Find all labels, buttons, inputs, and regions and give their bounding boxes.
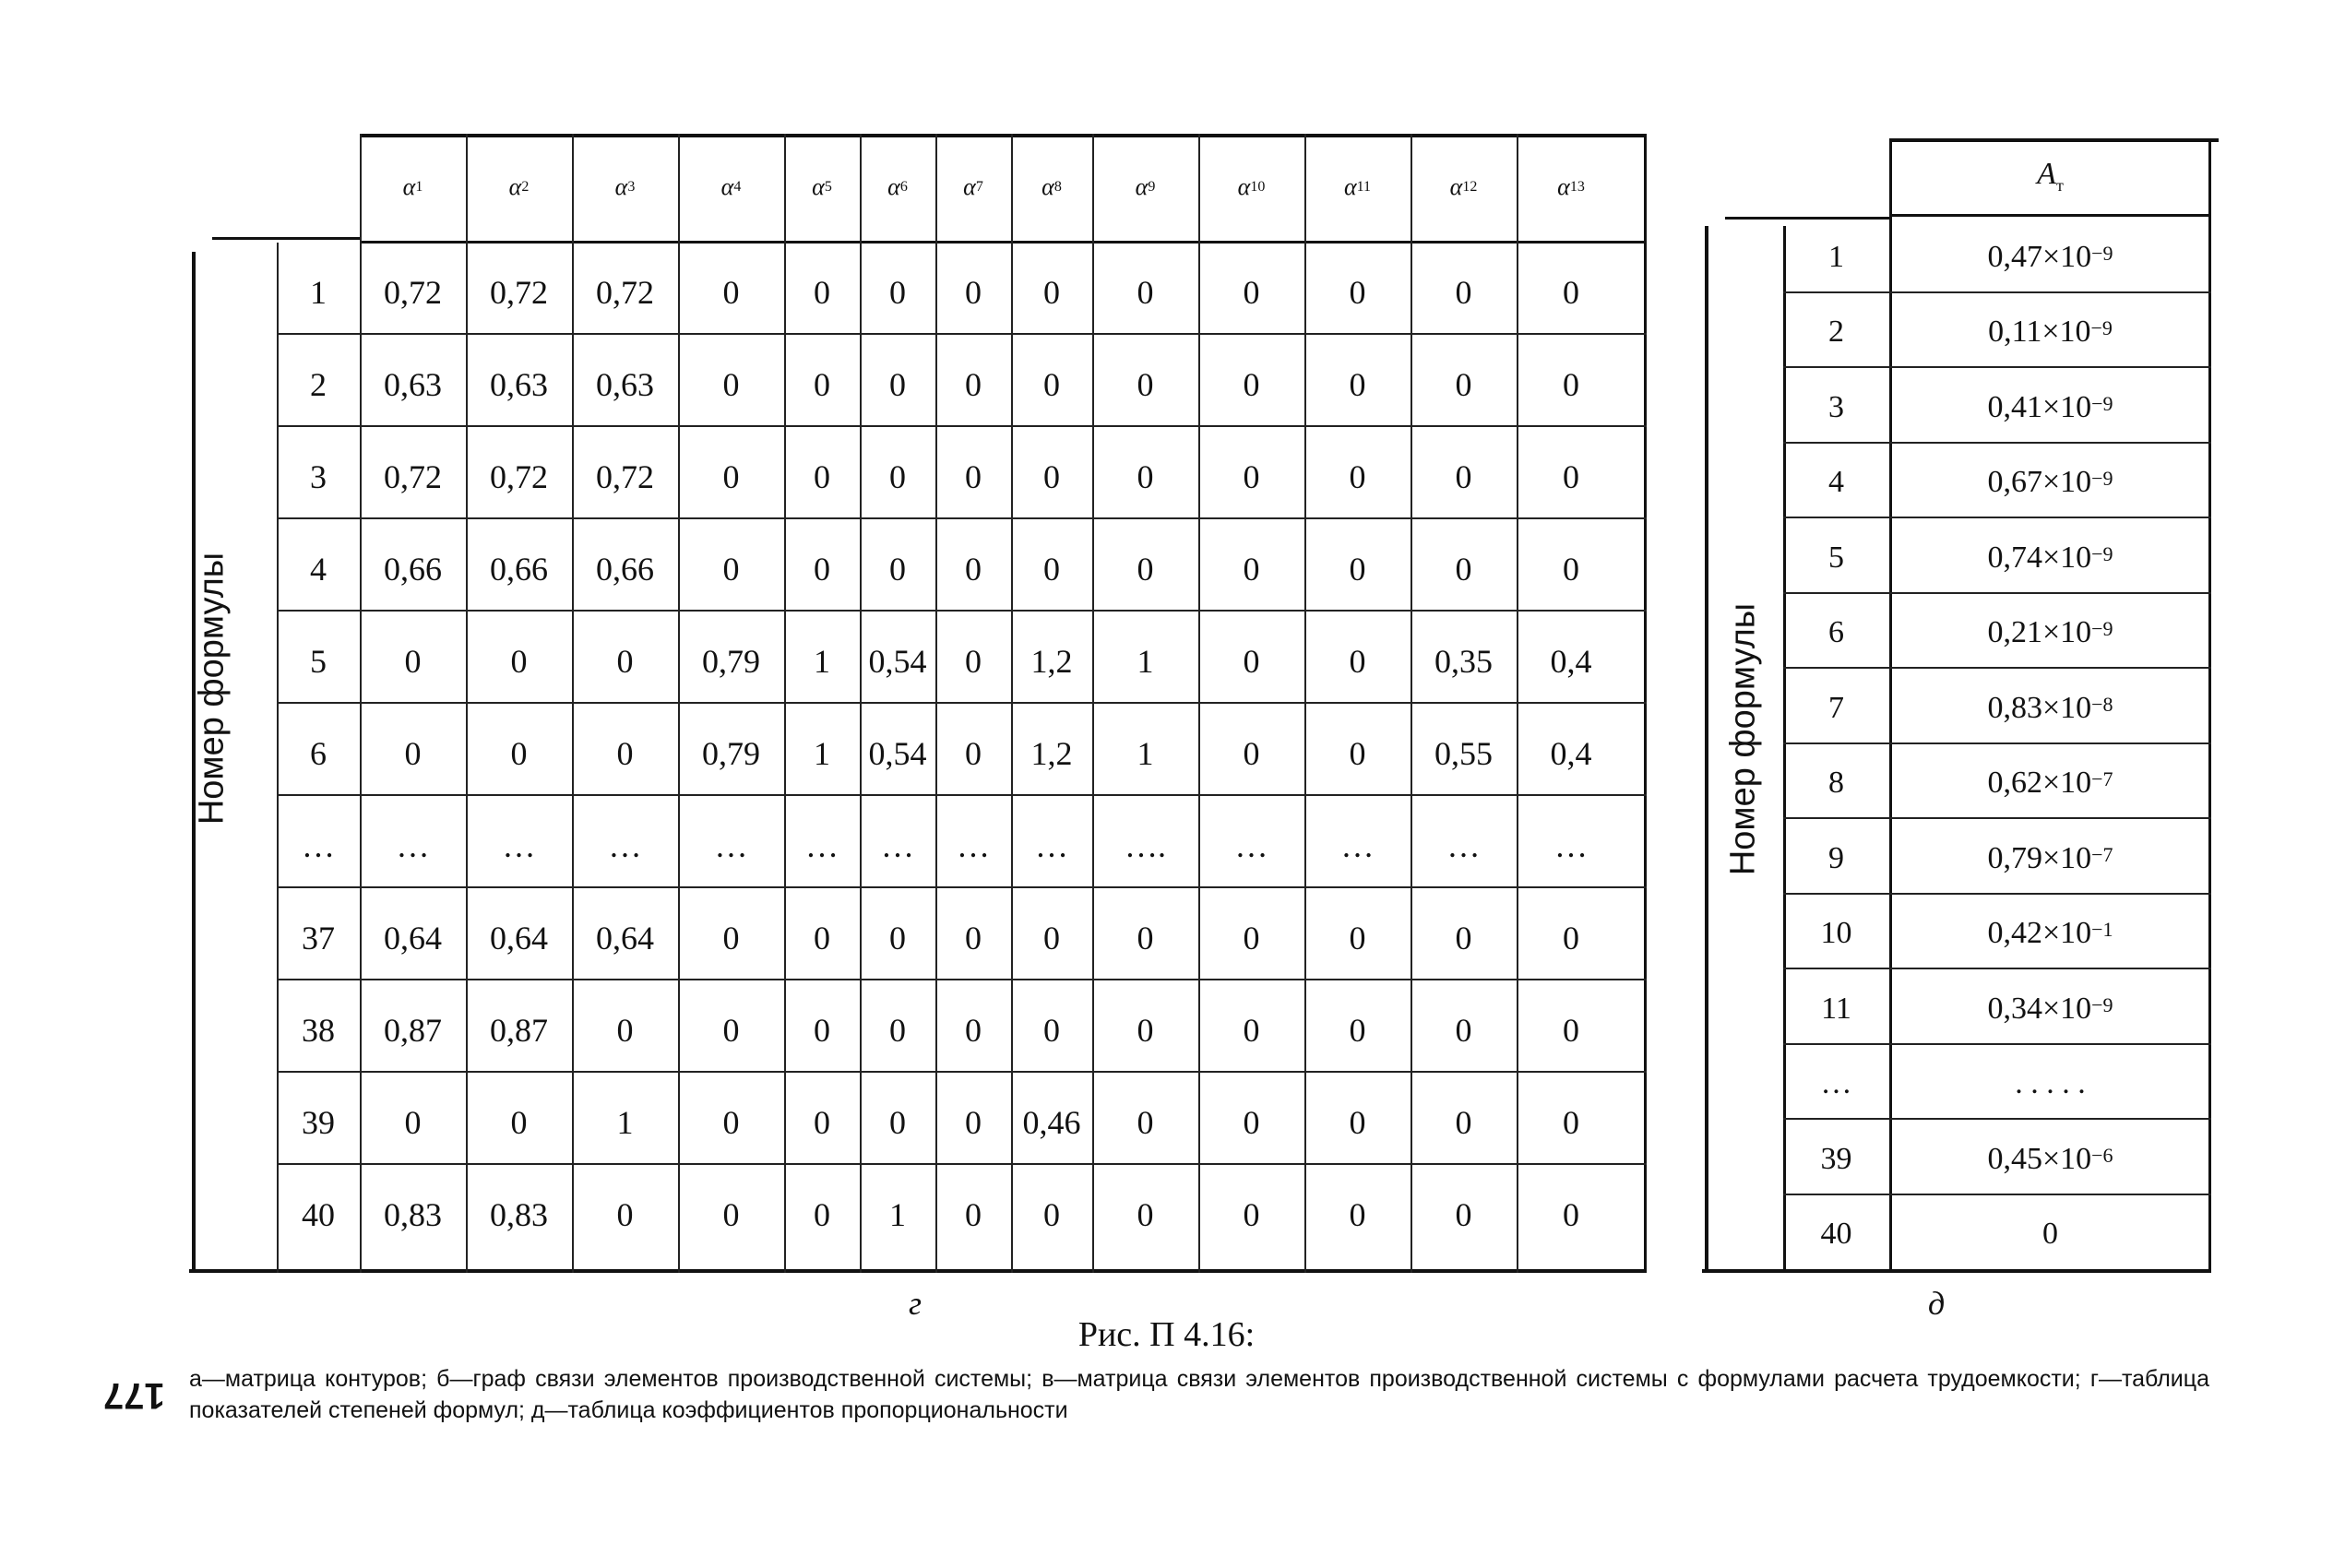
table-cell: 0,72 — [490, 458, 548, 495]
column-header — [1092, 134, 1198, 241]
table-cell: … — [957, 827, 990, 864]
table-cell: 0 — [1243, 551, 1260, 588]
row-rule — [1783, 1118, 2211, 1120]
column-header-at — [1889, 138, 2211, 214]
table-cell: 0,72 — [596, 458, 654, 495]
table-cell: … — [502, 827, 536, 864]
alpha-symbol: α — [614, 173, 628, 200]
column-header — [1198, 134, 1304, 241]
table-cell: 0 — [1137, 1012, 1154, 1049]
table-cell: 0 — [1137, 458, 1154, 495]
row-label: 5 — [1828, 540, 1844, 575]
row-axis-label: Номер формулы — [192, 552, 232, 826]
table-cell: 0 — [722, 1196, 740, 1233]
table-cell: 0 — [722, 1012, 740, 1049]
table-cell: 0,55 — [1434, 735, 1493, 772]
row-rule — [1783, 893, 2211, 895]
coefficient-exponent: −9 — [2091, 391, 2113, 415]
alpha-symbol: α — [812, 173, 825, 200]
alpha-symbol: α — [963, 173, 976, 200]
alpha-index: 6 — [899, 179, 908, 195]
table-cell: 0,64 — [596, 920, 654, 956]
table-cell: 0,83 — [490, 1196, 548, 1233]
table-cell: 0 — [1349, 1104, 1366, 1141]
table-cell: 0 — [1349, 735, 1366, 772]
table-cell: 1 — [616, 1104, 634, 1141]
row-rule — [1783, 291, 2211, 293]
table-cell: 0 — [1455, 458, 1472, 495]
table-cell: … — [1234, 827, 1268, 864]
coefficient-value — [1889, 971, 2211, 1047]
coefficient-exponent: −1 — [2091, 918, 2113, 942]
header-rule — [360, 241, 1647, 244]
header-rule — [1889, 214, 2211, 217]
table-cell: 0 — [1243, 274, 1260, 311]
alpha-index: 10 — [1250, 179, 1266, 195]
coefficient-mantissa: 0,67×10 — [1987, 465, 2092, 500]
alpha-index: 12 — [1462, 179, 1478, 195]
coefficient-exponent: −9 — [2091, 541, 2113, 565]
table-cell: 0 — [1137, 1196, 1154, 1233]
column-header — [784, 134, 860, 241]
coefficient-exponent: −9 — [2091, 467, 2113, 491]
row-rule — [277, 702, 1647, 704]
table-cell: 0,72 — [384, 274, 442, 311]
row-label: 7 — [1828, 690, 1844, 725]
coefficient-exponent: −9 — [2090, 316, 2113, 340]
table-cell: 0,66 — [490, 551, 548, 588]
table-cell: 0,72 — [490, 274, 548, 311]
alpha-index: 11 — [1356, 179, 1372, 195]
table-cell: 0 — [965, 551, 982, 588]
table-cell: 0 — [965, 920, 982, 956]
table-cell: 0 — [1563, 1012, 1579, 1049]
coefficient-value — [1889, 1122, 2211, 1197]
table-cell: 0 — [1243, 1196, 1260, 1233]
table-cell: 0 — [510, 643, 528, 680]
alpha-index: 8 — [1053, 179, 1062, 195]
table-cell: 0 — [616, 735, 634, 772]
column-header — [360, 134, 466, 241]
row-rule — [277, 517, 1647, 519]
table-cell: 0 — [1349, 551, 1366, 588]
table-cell: 0,35 — [1434, 643, 1493, 680]
header-subscript: т — [2055, 175, 2064, 195]
row-label: 38 — [302, 1012, 335, 1049]
table-cell: 0 — [889, 366, 906, 403]
row-label: 2 — [310, 366, 327, 403]
coefficient-mantissa: 0,11×10 — [1988, 315, 2091, 350]
row-label: 4 — [1828, 465, 1844, 500]
table-cell: 0 — [965, 1196, 982, 1233]
table-cell: 0 — [1455, 551, 1472, 588]
row-rule — [1783, 592, 2211, 594]
row-rule — [1783, 817, 2211, 819]
table-cell: 1 — [889, 1196, 906, 1233]
header-text — [2037, 157, 2064, 196]
table-cell: 0 — [1137, 1104, 1154, 1141]
table-cell: … — [1554, 827, 1588, 864]
row-label: 3 — [1828, 389, 1844, 424]
table-cell: … — [1446, 827, 1481, 864]
table-cell: … — [714, 827, 748, 864]
row-label: 11 — [1821, 991, 1851, 1026]
table-cell: … — [1340, 827, 1375, 864]
coefficient-mantissa: 0,62×10 — [1987, 766, 2092, 801]
alpha-symbol: α — [402, 173, 416, 200]
table-cell: 1 — [1137, 735, 1154, 772]
table-cell: 1 — [1137, 643, 1154, 680]
row-label: 39 — [1820, 1141, 1852, 1176]
coefficient-exponent: −9 — [2091, 241, 2113, 265]
table-cell: 0 — [1243, 643, 1260, 680]
table-cell: 0 — [404, 735, 422, 772]
row-rule — [1783, 1194, 2211, 1195]
column-header — [1411, 134, 1517, 241]
alpha-index: 9 — [1148, 179, 1156, 195]
alpha-symbol: α — [1135, 173, 1149, 200]
table-cell: 1 — [814, 643, 830, 680]
table-cell: … — [396, 827, 430, 864]
row-label: 40 — [302, 1196, 335, 1233]
column-header — [1011, 134, 1092, 241]
alpha-symbol: α — [887, 173, 900, 200]
coefficient-value — [1889, 671, 2211, 746]
table-cell: 0 — [1455, 1012, 1472, 1049]
table-cell: 0 — [814, 274, 830, 311]
page-number: 177 — [103, 1375, 165, 1416]
coefficient-value — [1889, 445, 2211, 521]
table-cell: 0 — [1243, 1104, 1260, 1141]
table-cell: 0,63 — [490, 366, 548, 403]
table-cell: 0,46 — [1022, 1104, 1081, 1141]
row-label: 6 — [1828, 615, 1844, 650]
row-rule — [277, 979, 1647, 980]
alpha-index: 7 — [975, 179, 983, 195]
table-cell: 0,83 — [384, 1196, 442, 1233]
coefficient-mantissa: 0,42×10 — [1987, 916, 2092, 951]
table-cell: 0 — [510, 1104, 528, 1141]
table-cell: 0 — [965, 1104, 982, 1141]
row-rule — [277, 1163, 1647, 1165]
table-cell: 0,63 — [596, 366, 654, 403]
alpha-symbol: α — [1042, 173, 1054, 200]
coefficient-value — [1889, 821, 2211, 897]
column-header — [935, 134, 1011, 241]
row-rule — [277, 1071, 1647, 1073]
coefficient-value — [1889, 897, 2211, 972]
row-label: … — [1820, 1066, 1852, 1101]
table-cell: 0 — [814, 458, 830, 495]
table-cell: 0,64 — [490, 920, 548, 956]
table-cell: 0 — [814, 920, 830, 956]
table-cell: 0 — [889, 458, 906, 495]
table-cell: 0 — [1243, 1012, 1260, 1049]
table-cell: 0 — [1563, 551, 1579, 588]
table-bottom-rule — [189, 1269, 1647, 1273]
coefficient-mantissa: 0,45×10 — [1987, 1141, 2092, 1176]
coefficient-value — [1889, 596, 2211, 671]
coefficient-exponent: −8 — [2091, 692, 2113, 716]
table-cell: 0 — [814, 1012, 830, 1049]
alpha-index: 2 — [521, 179, 530, 195]
coefficient-mantissa: 0,21×10 — [1987, 615, 2092, 650]
row-label: 6 — [310, 735, 327, 772]
table-cell: 0 — [965, 643, 982, 680]
row-rule — [1783, 742, 2211, 744]
coefficient-mantissa: . . . . . — [2015, 1066, 2086, 1101]
alpha-symbol: α — [508, 173, 522, 200]
column-header — [1304, 134, 1411, 241]
table-cell: 0 — [889, 274, 906, 311]
panel-letter-d: д — [1928, 1285, 1946, 1322]
table-cell: 0,4 — [1550, 735, 1592, 772]
coefficient-table — [1702, 138, 2219, 1273]
table-cell: … — [805, 827, 839, 864]
table-cell: 0 — [1563, 920, 1579, 956]
coefficient-value — [1889, 1197, 2211, 1273]
alpha-symbol: α — [1557, 173, 1570, 200]
row-rule — [1783, 366, 2211, 368]
coefficient-mantissa: 0,41×10 — [1987, 389, 2092, 424]
header-symbol: A — [2037, 157, 2056, 192]
exponent-table — [189, 134, 1647, 1273]
table-cell: 0 — [616, 1012, 634, 1049]
table-cell: 0 — [722, 458, 740, 495]
row-rule — [1783, 442, 2211, 444]
table-cell: 0,4 — [1550, 643, 1592, 680]
table-cell: … — [1035, 827, 1068, 864]
table-cell: 0 — [965, 735, 982, 772]
table-cell: 0 — [814, 1196, 830, 1233]
row-label: 1 — [1828, 239, 1844, 274]
table-cell: 0,54 — [868, 643, 927, 680]
table-cell: … — [608, 827, 642, 864]
column-header — [466, 134, 572, 241]
table-cell: 0 — [1563, 274, 1579, 311]
coefficient-value — [1889, 295, 2211, 371]
table-cell: 0 — [1455, 1196, 1472, 1233]
table-cell: 0 — [1137, 920, 1154, 956]
table-cell: 0 — [814, 366, 830, 403]
alpha-index: 1 — [415, 179, 423, 195]
table-cell: 0 — [1455, 366, 1472, 403]
coefficient-mantissa: 0 — [2042, 1217, 2058, 1252]
table-cell: 0 — [1563, 366, 1579, 403]
table-cell: 0 — [814, 1104, 830, 1141]
coefficient-value — [1889, 220, 2211, 295]
table-cell: 0 — [616, 643, 634, 680]
row-label: 9 — [1828, 840, 1844, 875]
table-cell: 0 — [1349, 366, 1366, 403]
table-cell: 0 — [510, 735, 528, 772]
table-cell: 0 — [1043, 366, 1060, 403]
coefficient-mantissa: 0,83×10 — [1987, 690, 2092, 725]
table-cell: 0 — [889, 551, 906, 588]
row-rule — [277, 333, 1647, 335]
row-label: … — [302, 827, 335, 864]
table-cell: 0 — [1349, 458, 1366, 495]
table-cell: 1,2 — [1030, 735, 1073, 772]
stub-header-rule — [212, 237, 360, 240]
table-cell: 0,54 — [868, 735, 927, 772]
table-cell: 0 — [889, 1104, 906, 1141]
row-rule — [1783, 667, 2211, 669]
coefficient-exponent: −9 — [2091, 617, 2113, 641]
coefficient-exponent: −6 — [2091, 1143, 2113, 1167]
table-cell: 0 — [1349, 1196, 1366, 1233]
row-label: 5 — [310, 643, 327, 680]
alpha-symbol: α — [1343, 173, 1357, 200]
table-cell: 0 — [1563, 1196, 1579, 1233]
table-cell: 0,64 — [384, 920, 442, 956]
table-cell: 0 — [1043, 1196, 1060, 1233]
table-cell: 0,66 — [596, 551, 654, 588]
alpha-symbol: α — [1237, 173, 1251, 200]
table-cell: 0 — [1455, 274, 1472, 311]
table-cell: 0 — [1349, 920, 1366, 956]
table-cell: 0 — [814, 551, 830, 588]
coefficient-value — [1889, 1047, 2211, 1123]
table-cell: 1 — [814, 735, 830, 772]
table-cell: …. — [1125, 827, 1166, 864]
coefficient-mantissa: 0,74×10 — [1987, 540, 2092, 575]
table-cell: 0 — [1349, 274, 1366, 311]
row-label: 37 — [302, 920, 335, 956]
row-label: 3 — [310, 458, 327, 495]
coefficient-mantissa: 0,47×10 — [1987, 239, 2092, 274]
row-label: 40 — [1820, 1217, 1852, 1252]
table-cell: 0 — [1043, 274, 1060, 311]
table-left-border — [1705, 226, 1708, 1273]
table-cell: 0 — [1137, 274, 1154, 311]
table-cell: 0 — [1349, 643, 1366, 680]
column-header — [678, 134, 784, 241]
row-label: 8 — [1828, 766, 1844, 801]
table-cell: 0 — [965, 1012, 982, 1049]
coefficient-exponent: −7 — [2091, 767, 2113, 791]
table-cell: 0 — [889, 1012, 906, 1049]
table-cell: 0 — [1563, 458, 1579, 495]
column-header — [1517, 134, 1625, 241]
table-cell: … — [881, 827, 914, 864]
table-cell: 0 — [722, 274, 740, 311]
row-axis-label: Номер формулы — [1723, 602, 1763, 876]
table-cell: 0 — [1043, 1012, 1060, 1049]
row-label: 4 — [310, 551, 327, 588]
alpha-index: 3 — [627, 179, 636, 195]
row-label: 2 — [1828, 315, 1844, 350]
table-cell: 0 — [722, 920, 740, 956]
row-rule — [277, 425, 1647, 427]
table-cell: 0 — [722, 1104, 740, 1141]
table-cell: 0,79 — [702, 735, 760, 772]
table-cell: 0 — [1349, 1012, 1366, 1049]
table-cell: 0 — [1043, 458, 1060, 495]
table-cell: 0,87 — [384, 1012, 442, 1049]
table-cell: 0,72 — [384, 458, 442, 495]
table-cell: 0 — [965, 274, 982, 311]
figure-title: Рис. П 4.16: — [1077, 1315, 1256, 1354]
table-cell: 0 — [1455, 1104, 1472, 1141]
figure-caption: а—матрица контуров; б—граф связи элементов производственной системы; в—матрица связи элементов производственной системы с формулами расчета трудоемкости; г—таблица показателей степеней формул; д—таблица коэффициентов пропорциональности — [189, 1366, 2209, 1423]
table-cell: 0,87 — [490, 1012, 548, 1049]
row-rule — [277, 610, 1647, 612]
row-rule — [1783, 968, 2211, 969]
row-label: 10 — [1820, 916, 1852, 951]
table-cell: 0 — [722, 366, 740, 403]
coefficient-exponent: −9 — [2091, 992, 2113, 1016]
table-cell: 0 — [1455, 920, 1472, 956]
alpha-symbol: α — [720, 173, 734, 200]
table-cell: 0 — [616, 1196, 634, 1233]
table-cell: 0 — [1137, 551, 1154, 588]
table-cell: 0 — [889, 920, 906, 956]
table-cell: 0,72 — [596, 274, 654, 311]
table-cell: 0 — [1137, 366, 1154, 403]
table-cell: 0 — [1563, 1104, 1579, 1141]
row-label: 39 — [302, 1104, 335, 1141]
alpha-index: 5 — [824, 179, 832, 195]
alpha-index: 4 — [733, 179, 742, 195]
table-cell: 0 — [404, 643, 422, 680]
table-cell: 0 — [1043, 551, 1060, 588]
coefficient-value — [1889, 746, 2211, 822]
column-header — [860, 134, 935, 241]
table-cell: 0 — [1243, 735, 1260, 772]
alpha-index: 13 — [1569, 179, 1585, 195]
table-cell: 0 — [1243, 366, 1260, 403]
row-label: 1 — [310, 274, 327, 311]
table-cell: 0 — [1243, 920, 1260, 956]
row-rule — [277, 886, 1647, 888]
table-cell: 0 — [404, 1104, 422, 1141]
table-cell: 0 — [722, 551, 740, 588]
table-cell: 1,2 — [1030, 643, 1073, 680]
coefficient-mantissa: 0,79×10 — [1987, 840, 2092, 875]
table-cell: 0,63 — [384, 366, 442, 403]
column-header — [572, 134, 678, 241]
table-cell: 0,79 — [702, 643, 760, 680]
coefficient-value — [1889, 520, 2211, 596]
coefficient-value — [1889, 370, 2211, 445]
coefficient-mantissa: 0,34×10 — [1987, 991, 2092, 1026]
coefficient-exponent: −7 — [2091, 842, 2113, 866]
row-rule — [1783, 1043, 2211, 1045]
row-rule — [1783, 517, 2211, 518]
table-cell: 0 — [965, 366, 982, 403]
panel-letter-g: г — [909, 1285, 922, 1322]
alpha-symbol: α — [1449, 173, 1463, 200]
table-cell: 0 — [1243, 458, 1260, 495]
table-cell: 0 — [965, 458, 982, 495]
table-cell: 0,66 — [384, 551, 442, 588]
row-rule — [277, 794, 1647, 796]
table-cell: 0 — [1043, 920, 1060, 956]
